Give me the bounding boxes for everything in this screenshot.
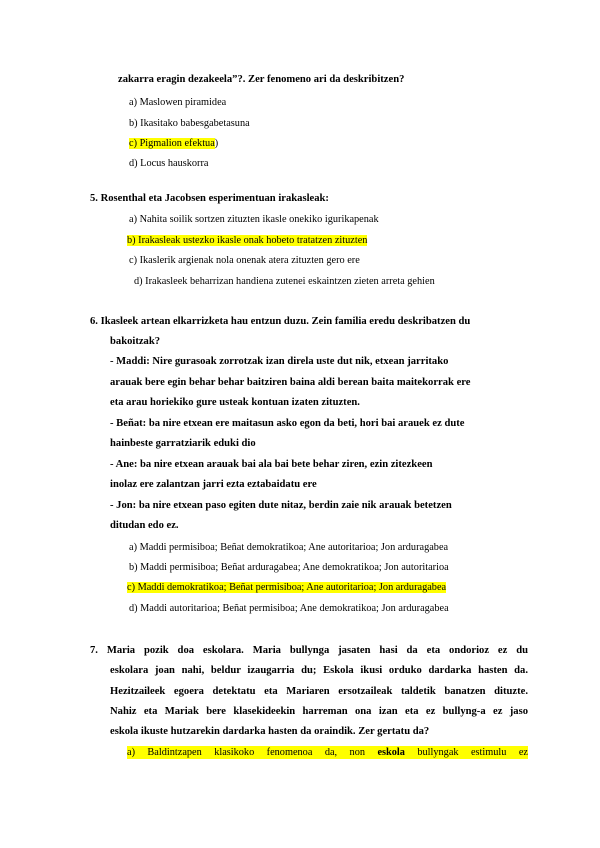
q5-option-b[interactable] — [127, 234, 367, 247]
q4-option-c-highlight: c) Pigmalion efektua — [129, 138, 215, 149]
q5-option-d[interactable]: d) Irakasleek beharrizan handiena zutenei eskaintzen zieten arreta gehien — [134, 276, 435, 287]
q6-dialogue-line: ditudan edo ez. — [110, 520, 179, 531]
q6-dialogue-line: arauak bere egin behar behar baitziren baina aldi berean baita maitekorrak ere — [110, 377, 471, 388]
q5-option-a[interactable]: a) Nahita soilik sortzen zituzten ikasle onekiko igurikapenak — [129, 214, 379, 225]
q4-option-a[interactable]: a) Maslowen piramidea — [129, 97, 227, 108]
q6-dialogue-line: inolaz ere zalantzan jarri ezta eztabaidatu ere — [110, 479, 317, 490]
q7-option-a-text-after: bullyngak estimulu ez — [404, 747, 529, 758]
q5-option-c[interactable]: c) Ikaslerik argienak nola onenak atera zituzten gero ere — [129, 255, 360, 266]
q6-option-d[interactable]: d) Maddi autoritarioa; Beñat permisiboa; Ane demokratikoa; Jon arduragabea — [129, 603, 449, 614]
q7-option-a-bold-word: eskola — [377, 747, 405, 758]
question-7-stem-line-5: eskola ikuste hutzarekin dardarka hasten da oraindik. Zer gertatu da? — [110, 726, 430, 737]
q6-option-a[interactable]: a) Maddi permisiboa; Beñat demokratikoa; Ane autoritarioa; Jon arduragabea — [129, 542, 449, 553]
question-6-stem-line-2: bakoitzak? — [110, 336, 161, 347]
question-7-stem-line-1: 7. Maria pozik doa eskolara. Maria bullynga jasaten hasi da eta ondorioz ez du — [90, 645, 528, 656]
question-7-stem-line-4: Nahiz eta Mariak bere klasekideekin harreman ona izan eta ez bullyng-a ez jaso — [110, 706, 528, 717]
q6-dialogue-line: hainbeste garratziarik eduki dio — [110, 438, 256, 449]
q6-option-c[interactable] — [127, 581, 446, 594]
q4-option-d[interactable]: d) Locus hauskorra — [129, 158, 209, 169]
q7-option-a[interactable] — [127, 746, 528, 759]
q6-dialogue-line: - Maddi: Nire gurasoak zorrotzak izan direla uste dut nik, etxean jarritako — [110, 356, 449, 367]
q6-option-c-highlight: c) Maddi demokratikoa; Beñat permisiboa; Ane autoritarioa; Jon arduragabea — [127, 582, 447, 593]
q4-option-c[interactable] — [129, 137, 218, 150]
q6-dialogue-line: - Ane: ba nire etxean arauak bai ala bai bete behar ziren, ezin zitezkeen — [110, 459, 433, 470]
q4-option-c-tail: ) — [214, 138, 219, 149]
q7-option-a-text-before: a) Baldintzapen klasikoko fenomenoa da, non — [127, 747, 378, 758]
q6-dialogue-line: - Jon: ba nire etxean paso egiten dute nitaz, berdin zaie nik arauak betetzen — [110, 500, 452, 511]
q5-option-b-highlight: b) Irakasleak ustezko ikasle onak hobeto tratatzen zituzten — [127, 235, 368, 246]
q6-option-b[interactable]: b) Maddi permisiboa; Beñat arduragabea; Ane demokratikoa; Jon autoritarioa — [129, 562, 449, 573]
q6-dialogue-line: eta arau horiekiko gure usteak kontuan izaten zituzten. — [110, 397, 360, 408]
question-4-stem-continuation: zakarra eragin dezakeela”?. Zer fenomeno ari da deskribitzen? — [118, 74, 405, 85]
q6-dialogue-line: - Beñat: ba nire etxean ere maitasun asko egon da beti, hori bai arauek ez dute — [110, 418, 465, 429]
q4-option-b[interactable]: b) Ikasitako babesgabetasuna — [129, 118, 250, 129]
question-6-stem-line-1: 6. Ikasleek artean elkarrizketa hau entzun duzu. Zein familia eredu deskribatzen du — [90, 316, 471, 327]
question-7-stem-line-2: eskolara joan nahi, beldur izaugarria du; Eskola ikusi orduko dardarka hasten da. — [110, 665, 528, 676]
question-5-stem: 5. Rosenthal eta Jacobsen esperimentuan irakasleak: — [90, 193, 329, 204]
question-7-stem-line-3: Hezitzaileek egoera detektatu eta Mariaren ersotzaileak taldetik banatzen dituzte. — [110, 686, 528, 697]
